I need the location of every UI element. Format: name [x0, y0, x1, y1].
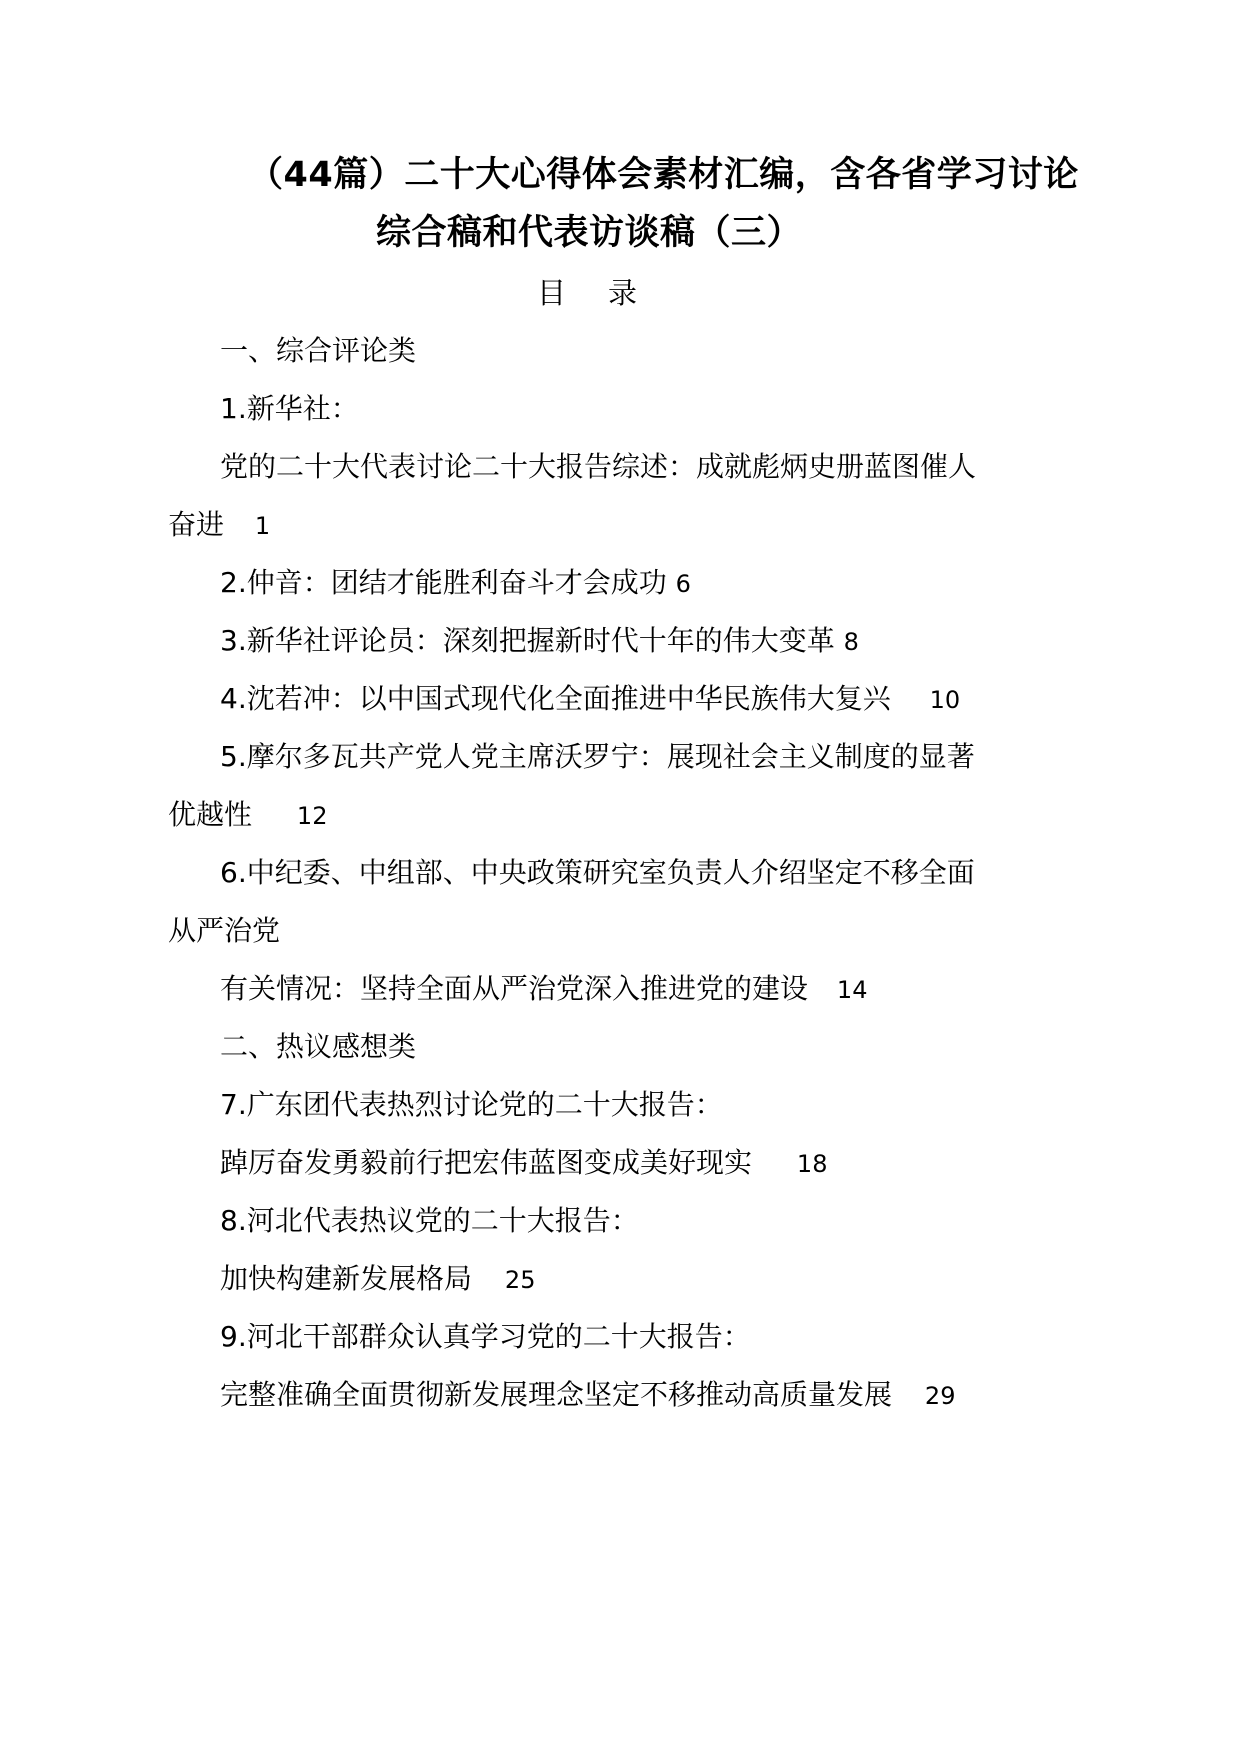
- toc-entry: 优越性 12: [168, 798, 328, 831]
- toc-heading-char-1: 目: [537, 276, 567, 310]
- toc-page-number: 12: [296, 802, 328, 830]
- toc-entry: 完整准确全面贯彻新发展理念坚定不移推动高质量发展 29: [220, 1378, 956, 1411]
- document-title-line-1: （44篇）二十大心得体会素材汇编，含各省学习讨论: [248, 155, 1079, 195]
- toc-entry: 1.新华社：: [220, 392, 359, 425]
- toc-page-number: 29: [924, 1382, 956, 1410]
- toc-entry: 踔厉奋发勇毅前行把宏伟蓝图变成美好现实 18: [220, 1146, 828, 1179]
- toc-page-number: 1: [254, 512, 271, 540]
- toc-section-heading: 一、综合评论类: [220, 334, 417, 367]
- toc-entry: 9.河北干部群众认真学习党的二十大报告：: [220, 1320, 751, 1353]
- toc-entry: 从严治党: [168, 914, 281, 947]
- toc-page-number: 25: [504, 1266, 536, 1294]
- toc-entry: 党的二十大代表讨论二十大报告综述：成就彪炳史册蓝图催人: [220, 450, 977, 483]
- toc-entry: 6.中纪委、中组部、中央政策研究室负责人介绍坚定不移全面: [220, 856, 975, 889]
- toc-heading: [537, 276, 638, 310]
- toc-entry: 5.摩尔多瓦共产党人党主席沃罗宁：展现社会主义制度的显著: [220, 740, 975, 773]
- toc-entry: 有关情况：坚持全面从严治党深入推进党的建设 14: [220, 972, 868, 1005]
- toc-entry: 奋进 1: [168, 508, 271, 541]
- toc-entry: 4.沈若冲：以中国式现代化全面推进中华民族伟大复兴 10: [220, 682, 961, 715]
- toc-page-number: 6: [675, 570, 691, 598]
- toc-page-number: 14: [836, 976, 868, 1004]
- toc-entry: 3.新华社评论员：深刻把握新时代十年的伟大变革 8: [220, 624, 859, 657]
- toc-page-number: 8: [843, 628, 859, 656]
- toc-entry: 加快构建新发展格局 25: [220, 1262, 536, 1295]
- toc-entry: 2.仲音：团结才能胜利奋斗才会成功 6: [220, 566, 691, 599]
- toc-entry: 7.广东团代表热烈讨论党的二十大报告：: [220, 1088, 723, 1121]
- toc-heading-char-2: 录: [608, 276, 638, 310]
- toc-page-number: 18: [796, 1150, 828, 1178]
- toc-page-number: 10: [929, 686, 961, 714]
- document-title-line-2: 综合稿和代表访谈稿（三）: [376, 213, 803, 253]
- toc-entry: 8.河北代表热议党的二十大报告：: [220, 1204, 639, 1237]
- toc-section-heading: 二、热议感想类: [220, 1030, 417, 1063]
